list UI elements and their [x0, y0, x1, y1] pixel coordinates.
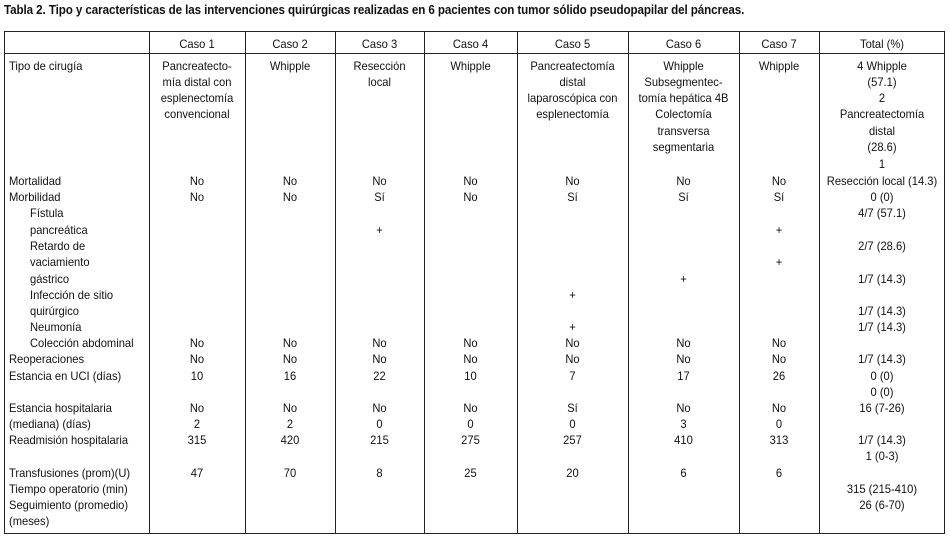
caso-3-cell: Sí — [374, 190, 385, 204]
caso-4-cell: No — [463, 174, 478, 188]
caso-5-cell: esplenectomía — [536, 107, 609, 121]
caso-7-cell: 6 — [775, 466, 783, 480]
total-cell: (57.1) — [867, 75, 897, 89]
caso-3-cell: No — [372, 352, 387, 366]
caso-2-cell: 420 — [280, 433, 300, 447]
caso-6-cell: No — [676, 336, 691, 350]
total-cell: Resección local (14.3) — [826, 174, 938, 188]
total-cell: 0 (0) — [870, 190, 894, 204]
caso-6-cell: No — [676, 401, 691, 415]
caso-3-cell: local — [368, 75, 391, 89]
caso-5-cell: 257 — [563, 433, 582, 447]
row-label: Retardo de — [30, 239, 86, 253]
caso-7-cell: + — [775, 223, 783, 237]
caso-4-cell: No — [463, 190, 478, 204]
caso-3-cell: No — [372, 336, 387, 350]
caso-4-cell: 25 — [464, 466, 477, 480]
caso-6-cell: tomía hepática 4B — [638, 91, 729, 105]
caso-1-cell: No — [189, 174, 205, 188]
row-label: Reoperaciones — [9, 352, 85, 366]
total-cell: 4 Whipple — [857, 59, 907, 73]
caso-1-cell: 2 — [193, 417, 201, 431]
caso-6-cell: No — [676, 352, 691, 366]
row-label: (meses) — [9, 514, 50, 528]
caso-3-cell: 215 — [370, 433, 389, 447]
caso-5-cell: distal — [559, 75, 586, 89]
column-divider — [335, 31, 336, 534]
caso-5-cell: Sí — [567, 401, 578, 415]
caso-5-cell: 20 — [566, 466, 579, 480]
caso-5-cell: + — [569, 288, 576, 302]
caso-1-cell: No — [189, 190, 205, 204]
caso-4-cell: Whipple — [450, 59, 491, 73]
total-cell: 315 (215-410) — [846, 482, 918, 496]
column-divider — [424, 31, 425, 534]
row-label: Fístula — [30, 206, 64, 220]
caso-4-cell: 10 — [464, 369, 477, 383]
row-label: Transfusiones (prom)(U) — [9, 466, 131, 480]
row-label: Colección abdominal — [30, 336, 134, 350]
caso-7-cell: 313 — [769, 433, 789, 447]
header-total: Total (%) — [859, 37, 905, 51]
caso-6-cell: Colectomía — [655, 107, 712, 121]
caso-6-cell: + — [680, 272, 687, 286]
caso-4-cell: No — [463, 352, 478, 366]
caso-2-cell: No — [282, 352, 298, 366]
caso-7-cell: Sí — [773, 190, 785, 204]
caso-3-cell: No — [372, 401, 387, 415]
caso-7-cell: 26 — [772, 369, 786, 383]
row-label: Estancia hospitalaria — [9, 401, 112, 415]
total-cell: (28.6) — [867, 140, 897, 154]
caso-1-cell: No — [189, 352, 205, 366]
caso-7-cell: 0 — [775, 417, 783, 431]
row-label: Tiempo operatorio (min) — [9, 482, 128, 496]
caso-1-cell: 10 — [190, 369, 204, 383]
caso-6-cell: 410 — [674, 433, 693, 447]
total-cell: 0 (0) — [870, 369, 894, 383]
table-caption: Tabla 2. Tipo y características de las intervenciones quirúrgicas realizadas en 6 pacientes con tumor sólido pseudopapilar del páncreas. — [4, 3, 745, 17]
row-label: Infección de sitio — [30, 288, 114, 302]
caso-5-cell: + — [569, 320, 576, 334]
total-cell: 1/7 (14.3) — [858, 352, 906, 366]
caso-4-cell: 275 — [461, 433, 480, 447]
total-cell: 4/7 (57.1) — [858, 206, 906, 220]
row-label: gástrico — [30, 272, 70, 286]
caso-5-cell: 0 — [569, 417, 576, 431]
caso-4-cell: No — [463, 401, 478, 415]
caso-7-cell: + — [775, 255, 783, 269]
row-label: quirúrgico — [30, 304, 80, 318]
row-label: Mortalidad — [9, 174, 62, 188]
caso-5-cell: Pancreatectomía — [530, 59, 615, 73]
header-divider — [4, 53, 945, 54]
total-cell: 1/7 (14.3) — [858, 304, 906, 318]
total-cell: 2/7 (28.6) — [858, 239, 906, 253]
caso-5-cell: No — [565, 352, 580, 366]
caso-5-cell: No — [565, 174, 580, 188]
total-cell: 1/7 (14.3) — [858, 272, 906, 286]
total-cell: distal — [868, 124, 896, 138]
row-label: vaciamiento — [30, 255, 90, 269]
caso-3-cell: Resección — [353, 59, 406, 73]
caso-2-cell: 16 — [283, 369, 297, 383]
caso-7-cell: No — [771, 401, 787, 415]
total-cell: 0 (0) — [870, 385, 894, 399]
caso-5-cell: Sí — [567, 190, 578, 204]
table-frame — [4, 31, 945, 534]
caso-4-cell: 0 — [467, 417, 474, 431]
row-label: (mediana) (días) — [9, 417, 91, 431]
row-label: Tipo de cirugía — [9, 59, 83, 73]
caso-2-cell: No — [282, 401, 298, 415]
column-divider — [739, 31, 740, 534]
caso-7-cell: No — [771, 174, 787, 188]
caso-6-cell: Subsegmentec- — [644, 75, 723, 89]
header-caso-6: Caso 6 — [665, 37, 702, 51]
header-caso-4: Caso 4 — [452, 37, 489, 51]
row-label: pancreática — [30, 223, 88, 237]
column-divider — [819, 31, 820, 534]
caso-3-cell: 8 — [376, 466, 383, 480]
caso-5-cell: laparoscópica con — [527, 91, 618, 105]
caso-6-cell: 3 — [680, 417, 687, 431]
caso-3-cell: 22 — [373, 369, 386, 383]
caso-2-cell: Whipple — [269, 59, 311, 73]
caso-1-cell: convencional — [164, 107, 230, 121]
caso-2-cell: 2 — [286, 417, 294, 431]
row-label: Morbilidad — [9, 190, 61, 204]
row-label: Readmisión hospitalaria — [9, 433, 129, 447]
header-caso-3: Caso 3 — [361, 37, 398, 51]
caso-6-cell: 6 — [680, 466, 687, 480]
header-caso-1: Caso 1 — [179, 37, 215, 51]
caso-6-cell: 17 — [677, 369, 690, 383]
total-cell: 2 — [878, 91, 886, 105]
header-caso-5: Caso 5 — [554, 37, 591, 51]
total-cell: 1/7 (14.3) — [858, 433, 906, 447]
total-cell: Pancreatectomía — [839, 107, 925, 121]
caso-6-cell: segmentaria — [652, 140, 715, 154]
caso-7-cell: No — [771, 352, 787, 366]
caso-6-cell: No — [676, 174, 691, 188]
caso-2-cell: 70 — [283, 466, 297, 480]
caso-6-cell: transversa — [657, 124, 710, 138]
total-cell: 26 (6-70) — [859, 498, 905, 512]
row-label: Neumonía — [30, 320, 82, 334]
caso-1-cell: 315 — [187, 433, 207, 447]
header-caso-2: Caso 2 — [272, 37, 308, 51]
column-divider — [149, 31, 150, 534]
caso-7-cell: Whipple — [758, 59, 800, 73]
row-label: Seguimiento (promedio) — [9, 498, 129, 512]
caso-5-cell: 7 — [569, 369, 576, 383]
caso-4-cell: No — [463, 336, 478, 350]
caso-7-cell: No — [771, 336, 787, 350]
caso-1-cell: mía distal con — [162, 75, 232, 89]
row-label: Estancia en UCI (días) — [9, 369, 122, 383]
total-cell: 1 (0-3) — [865, 449, 899, 463]
caso-3-cell: 0 — [376, 417, 383, 431]
column-divider — [245, 31, 246, 534]
caso-2-cell: No — [282, 174, 298, 188]
caso-1-cell: No — [189, 336, 205, 350]
total-cell: 1/7 (14.3) — [858, 320, 906, 334]
caso-2-cell: No — [282, 336, 298, 350]
total-cell: 1 — [878, 157, 886, 171]
caso-5-cell: No — [565, 336, 580, 350]
caso-1-cell: esplenectomía — [160, 91, 234, 105]
caso-2-cell: No — [282, 190, 298, 204]
header-caso-7: Caso 7 — [761, 37, 797, 51]
caso-1-cell: 47 — [190, 466, 204, 480]
column-divider — [628, 31, 629, 534]
caso-6-cell: Sí — [678, 190, 689, 204]
column-divider — [517, 31, 518, 534]
caso-6-cell: Whipple — [663, 59, 704, 73]
caso-3-cell: + — [376, 223, 383, 237]
caso-3-cell: No — [372, 174, 387, 188]
total-cell: 16 (7-26) — [859, 401, 905, 415]
caso-1-cell: No — [189, 401, 205, 415]
caso-1-cell: Pancreatecto- — [162, 59, 232, 73]
